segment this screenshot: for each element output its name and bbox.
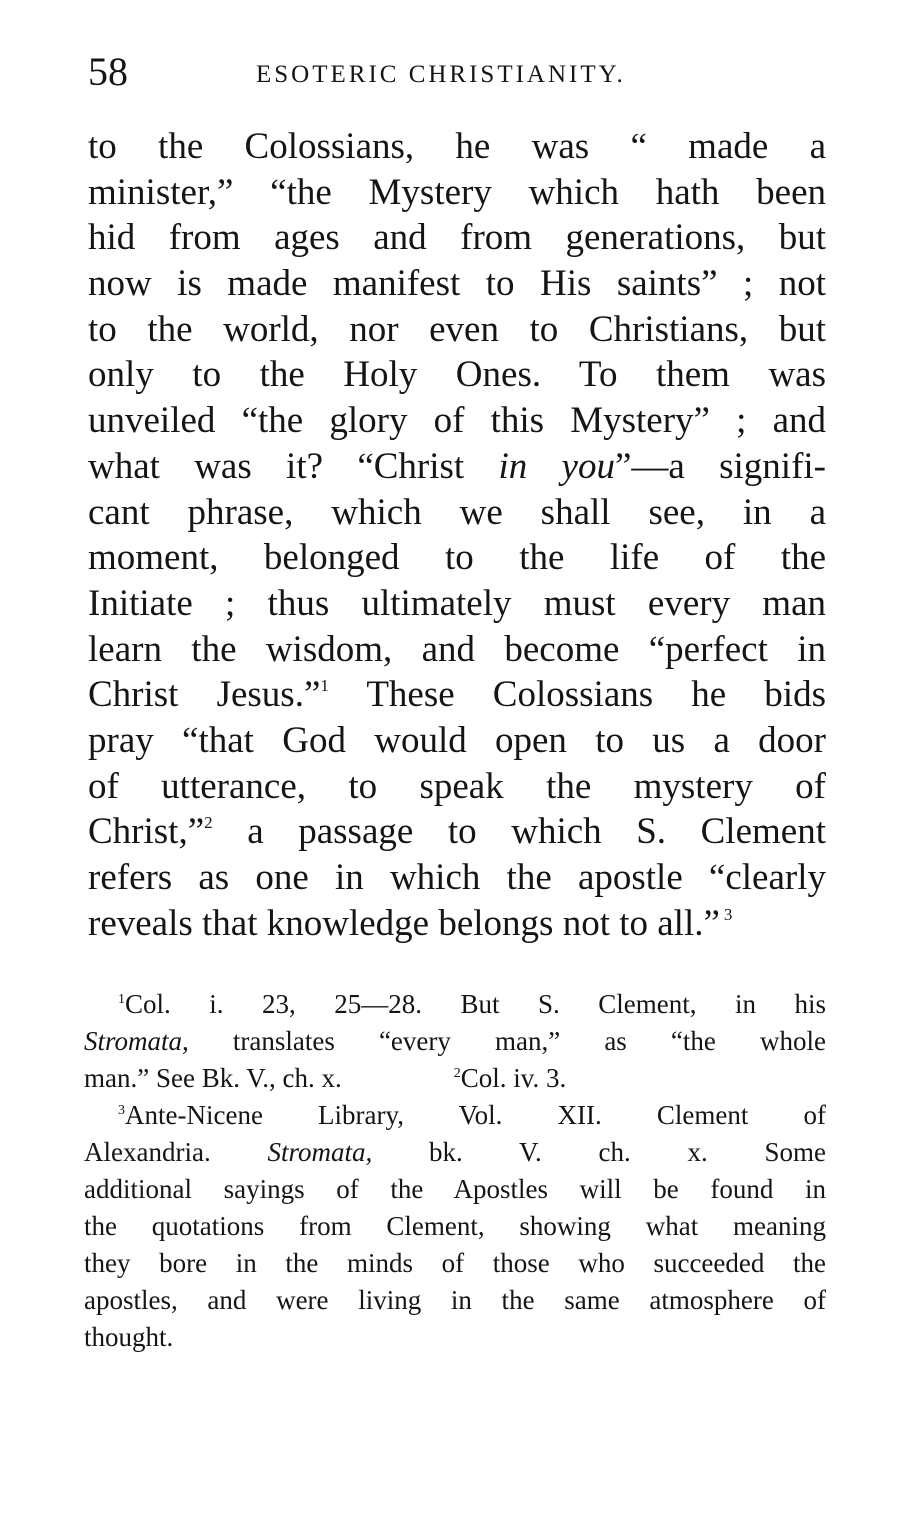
footnote-marker: 3	[118, 1103, 125, 1118]
italic-title: Stromata,	[84, 1026, 189, 1056]
text-line	[88, 398, 826, 444]
footnote-text: they bore in the minds of those who succeeded the	[84, 1248, 826, 1278]
body-text	[88, 124, 826, 946]
footnote-text: Col. i. 23, 25—28. But S. Clement, in his	[125, 989, 826, 1019]
text-line-content: Christ Jesus.”	[88, 674, 321, 716]
footnote-marker: 1	[118, 992, 125, 1007]
text-line	[88, 718, 826, 764]
text-line	[88, 627, 826, 673]
page-number: 58	[88, 49, 128, 94]
footnote-text: additional sayings of the Apostles will be found in	[84, 1174, 826, 1204]
text-line	[88, 901, 826, 947]
page-header	[88, 44, 828, 100]
text-line-content: reveals that knowledge belongs not to all.”	[88, 902, 720, 944]
text-line-content: of utterance, to speak the mystery of	[88, 765, 826, 807]
footnote-reference: 1	[320, 676, 329, 696]
footnotes	[84, 986, 826, 1356]
text-line-content: now is made manifest to His saints” ; not	[88, 263, 826, 305]
footnote-text: thought.	[84, 1322, 174, 1352]
text-line	[88, 261, 826, 307]
text-line-content: Christ,”	[88, 811, 205, 853]
footnote-line	[84, 1134, 826, 1171]
footnote-marker: 2	[453, 1066, 461, 1081]
footnote-reference: 3	[723, 904, 733, 924]
text-line-content: pray “that God would open to us a door	[88, 719, 826, 761]
text-line	[88, 535, 826, 581]
text-line-content: refers as one in which the apostle “clearly	[88, 857, 826, 898]
footnote-reference: 2	[204, 813, 213, 833]
text-line	[88, 444, 826, 490]
text-line	[88, 170, 826, 216]
text-line-content: Initiate ; thus ultimately must every man	[88, 582, 826, 624]
footnote-line	[84, 1282, 826, 1319]
footnote-text: translates “every man,” as “the whole	[232, 1026, 826, 1056]
text-line-content: only to the Holy Ones. To them was	[88, 354, 826, 396]
footnote-text: man.” See Bk. V., ch. x.	[84, 1063, 342, 1093]
text-line	[88, 352, 826, 398]
footnote-line	[84, 1319, 826, 1356]
footnote-line	[84, 986, 826, 1023]
text-line	[88, 490, 826, 536]
text-line	[88, 809, 826, 855]
text-line	[88, 855, 826, 901]
footnote-line	[84, 1245, 826, 1282]
text-line-content: to the world, nor even to Christians, but	[88, 308, 826, 350]
italic-phrase: in you	[498, 445, 615, 487]
text-line-content: These Colossians he bids	[366, 674, 826, 716]
text-line	[88, 672, 826, 718]
text-line-content: a passage to which S. Clement	[247, 811, 826, 853]
text-line	[88, 764, 826, 810]
text-line-content: hid from ages and from generations, but	[88, 217, 826, 259]
text-line-content: moment, belonged to the life of the	[88, 537, 826, 579]
text-line	[88, 581, 826, 627]
text-line	[88, 124, 826, 170]
footnote-text: the quotations from Clement, showing what meaning	[84, 1211, 826, 1241]
footnote-text: Col. iv. 3.	[460, 1063, 567, 1093]
text-line-content: to the Colossians, he was “ made a	[88, 126, 826, 167]
text-line-content: learn the wisdom, and become “perfect in	[88, 628, 826, 670]
text-line	[88, 307, 826, 353]
running-title: ESOTERIC CHRISTIANITY.	[256, 61, 626, 88]
text-line-content: what was it? “Christ	[88, 445, 499, 487]
footnote-text: bk. V. ch. x. Some	[429, 1137, 827, 1167]
footnote-line	[84, 1060, 826, 1097]
footnote-line	[84, 1171, 826, 1208]
text-line-content: ”—a signifi-	[614, 445, 826, 487]
text-line-content: unveiled “the glory of this Mystery” ; and	[88, 400, 826, 442]
text-line-content: minister,” “the Mystery which hath been	[88, 171, 826, 213]
text-line	[88, 215, 826, 261]
footnote-text: Ante-Nicene Library, Vol. XII. Clement of	[125, 1100, 826, 1130]
footnote-line	[84, 1023, 826, 1060]
footnote-line	[84, 1097, 826, 1134]
text-line-content: cant phrase, which we shall see, in a	[88, 491, 826, 533]
footnote-text: Alexandria.	[84, 1137, 211, 1167]
footnote-line	[84, 1208, 826, 1245]
footnote-text: apostles, and were living in the same atmosphere of	[84, 1285, 826, 1315]
italic-title: Stromata,	[267, 1137, 373, 1167]
